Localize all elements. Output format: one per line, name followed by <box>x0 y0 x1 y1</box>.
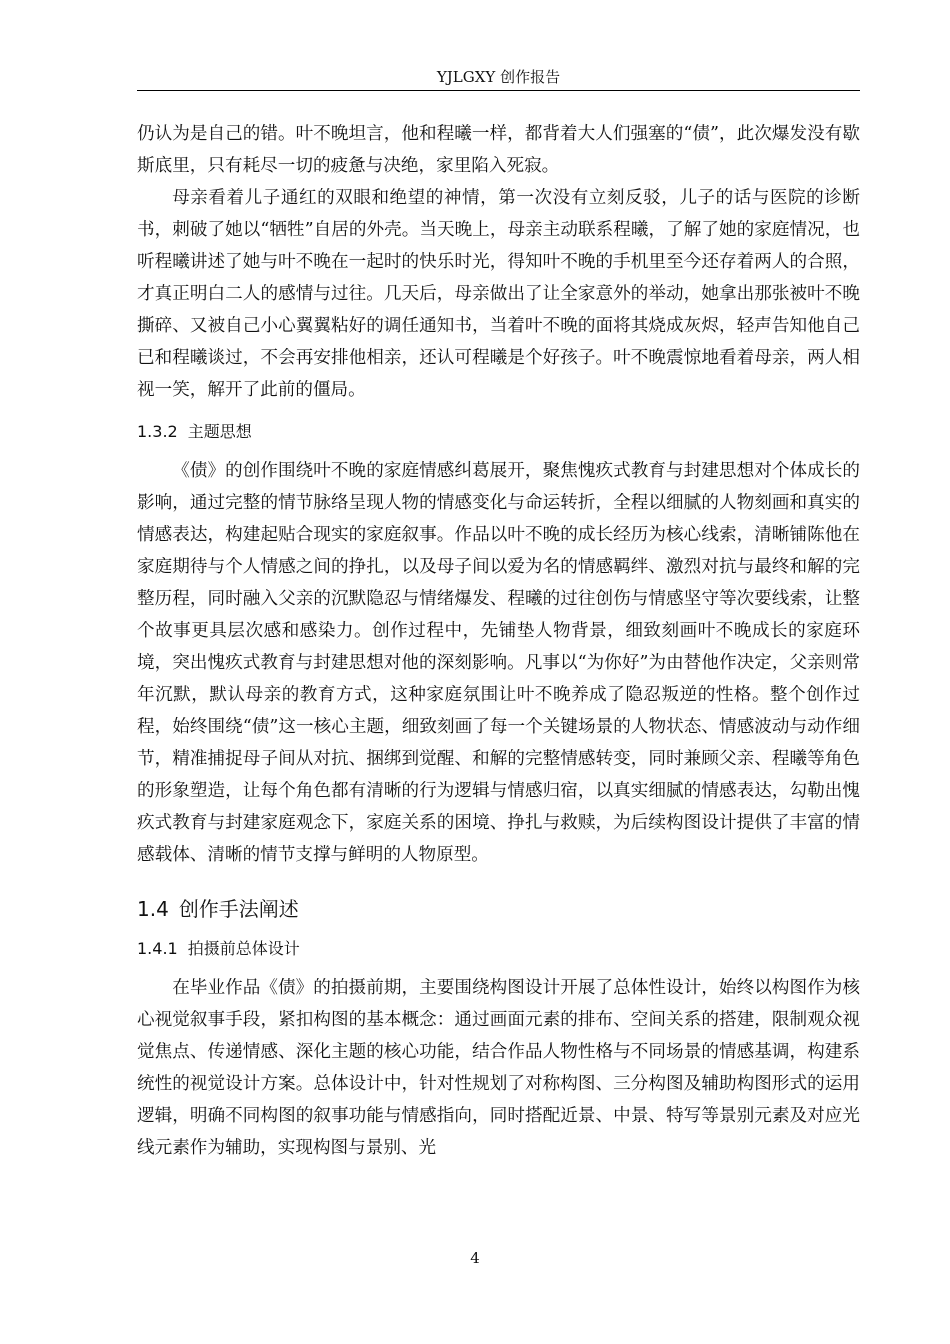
page-header <box>137 66 860 91</box>
section-number: 1.3.2 <box>137 422 178 441</box>
section-number: 1.4.1 <box>137 939 178 958</box>
paragraph-mother-reconciliation: 母亲看着儿子通红的双眼和绝望的神情，第一次没有立刻反驳，儿子的话与医院的诊断书，刺破了她以“牺牲”自居的外壳。当天晚上，母亲主动联系程曦，了解了她的家庭情况，也听程曦讲述了她与叶不晚在一起时的快乐时光，得知叶不晚的手机里至今还存着两人的合照，才真正明白二人的感情与过往。几天后，母亲做出了让全家意外的举动，她拿出那张被叶不晚撕碎、又被自己小心翼翼粘好的调任通知书，当着叶不晚的面将其烧成灰烬，轻声告知他自己已和程曦谈过，不会再安排他相亲，还认可程曦是个好孩子。叶不晚震惊地看着母亲，两人相视一笑，解开了此前的僵局。 <box>137 188 860 400</box>
document-body <box>137 118 860 1164</box>
section-title: 创作手法阐述 <box>178 897 299 921</box>
header-title: YJLGXY 创作报告 <box>436 68 561 86</box>
paragraph-pre-shoot-design: 在毕业作品《债》的拍摄前期，主要围绕构图设计开展了总体性设计，始终以构图作为核心视觉叙事手段，紧扣构图的基本概念：通过画面元素的排布、空间关系的搭建，限制观众视觉焦点、传递情感、深化主题的核心功能，结合作品人物性格与不同场景的情感基调，构建系统性的视觉设计方案。总体设计中，针对性规划了对称构图、三分构图及辅助构图形式的运用逻辑，明确不同构图的叙事功能与情感指向，同时搭配近景、中景、特写等景别元素及对应光线元素作为辅助，实现构图与景别、光 <box>137 978 860 1158</box>
paragraph-continued: 仍认为是自己的错。叶不晚坦言，他和程曦一样，都背着大人们强塞的“债”，此次爆发没有歇斯底里，只有耗尽一切的疲惫与决绝，家里陷入死寂。 <box>137 124 860 176</box>
section-title: 主题思想 <box>187 422 252 441</box>
page-number: 4 <box>470 1249 480 1267</box>
paragraph-theme: 《债》的创作围绕叶不晚的家庭情感纠葛展开，聚焦愧疚式教育与封建思想对个体成长的影响，通过完整的情节脉络呈现人物的情感变化与命运转折，全程以细腻的人物刻画和真实的情感表达，构建起贴合现实的家庭叙事。作品以叶不晚的成长经历为核心线索，清晰铺陈他在家庭期待与个人情感之间的挣扎，以及母子间以爱为名的情感羁绊、激烈对抗与最终和解的完整历程，同时融入父亲的沉默隐忍与情绪爆发、程曦的过往创伤与情感坚守等次要线索，让整个故事更具层次感和感染力。创作过程中，先铺垫人物背景，细致刻画叶不晚成长的家庭环境，突出愧疚式教育与封建思想对他的深刻影响。凡事以“为你好”为由替他作决定，父亲则常年沉默，默认母亲的教育方式，这种家庭氛围让叶不晚养成了隐忍叛逆的性格。整个创作过程，始终围绕“债”这一核心主题，细致刻画了每一个关键场景的人物状态、情感波动与动作细节，精准捕捉母子间从对抗、捆绑到觉醒、和解的完整情感转变，同时兼顾父亲、程曦等角色的形象塑造，让每个角色都有清晰的行为逻辑与情感归宿，以真实细腻的情感表达，勾勒出愧疚式教育与封建家庭观念下，家庭关系的困境、挣扎与救赎，为后续构图设计提供了丰富的情感载体、清晰的情节支撑与鲜明的人物原型。 <box>137 461 860 865</box>
section-title: 拍摄前总体设计 <box>187 939 300 958</box>
section-heading-1-4 <box>137 895 860 923</box>
section-heading-1-3-2 <box>137 420 860 444</box>
section-number: 1.4 <box>137 897 169 921</box>
section-heading-1-4-1 <box>137 937 860 961</box>
